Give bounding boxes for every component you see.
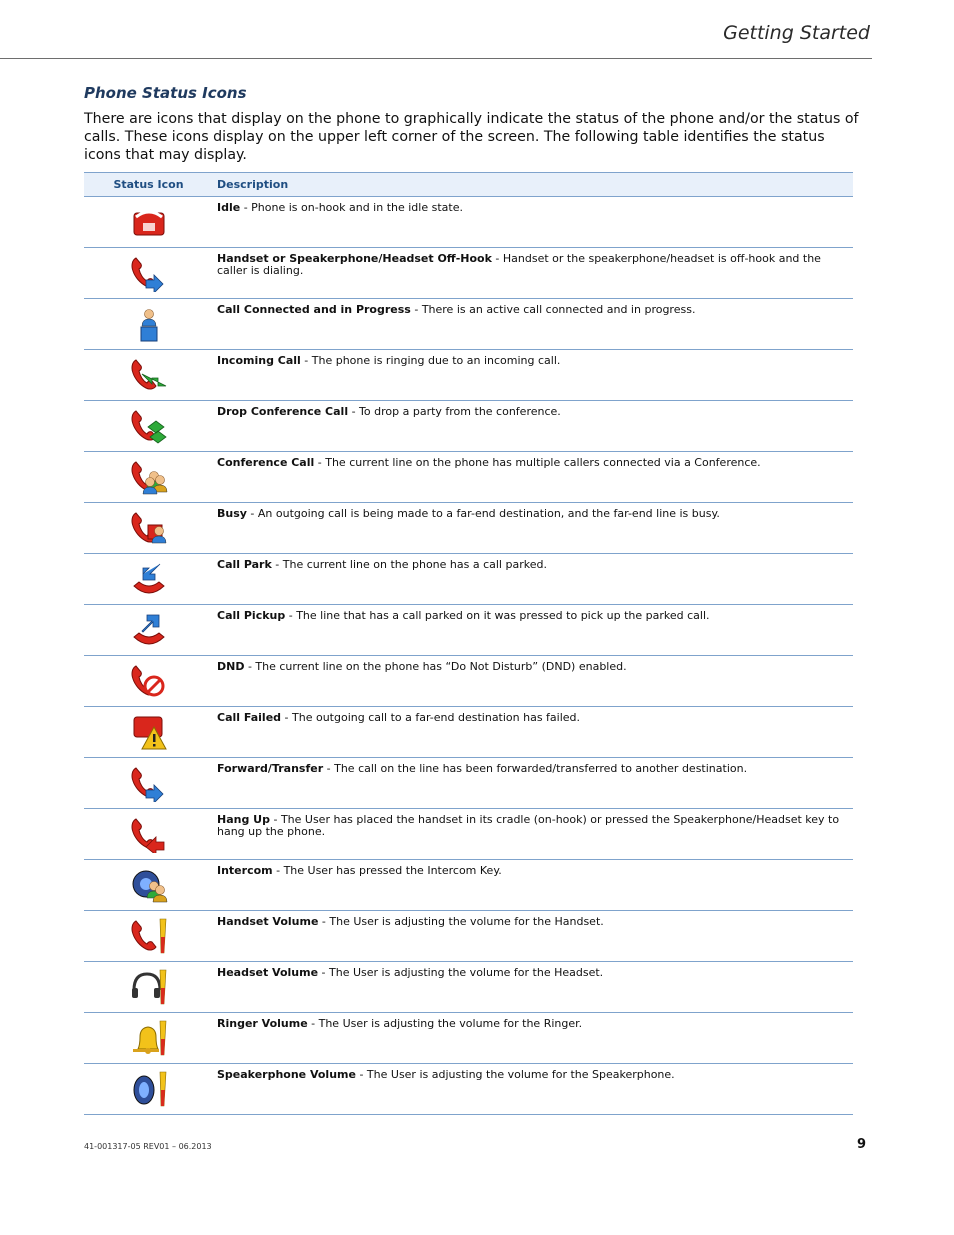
status-icon-cell (84, 452, 213, 503)
status-description-text: - The User is adjusting the volume for the Ringer. (307, 1017, 583, 1030)
status-description-text: - Handset or the speakerphone/headset is off-hook and the caller is dialing. (217, 252, 821, 277)
speakerphone-volume-icon (130, 1070, 168, 1108)
intro-paragraph: There are icons that display on the phone to graphically indicate the status of the phone and/or the status of calls. These icons display on the upper left corner of the screen. The following table identifies the status icons that may display. (84, 111, 859, 163)
table-row (84, 911, 853, 962)
call-park-icon (130, 560, 168, 598)
status-term: Incoming Call (217, 354, 301, 367)
description-cell (213, 1013, 853, 1064)
description-cell (213, 350, 853, 401)
ringer-volume-icon (130, 1019, 168, 1057)
table-row (84, 503, 853, 554)
table-row (84, 554, 853, 605)
table-row (84, 197, 853, 248)
status-term: Drop Conference Call (217, 405, 349, 418)
status-term: Ringer Volume (217, 1017, 308, 1030)
status-icons-table (84, 172, 853, 1115)
table-row (84, 707, 853, 758)
page-number: 9 (856, 1137, 866, 1152)
status-icon-cell (84, 503, 213, 554)
status-icon-cell (84, 707, 213, 758)
table-row (84, 248, 853, 299)
description-cell (213, 503, 853, 554)
page-header-title: Getting Started (723, 22, 870, 44)
description-cell (213, 248, 853, 299)
section-title: Phone Status Icons (84, 84, 247, 102)
status-term: DND (217, 660, 245, 673)
status-icon-cell (84, 401, 213, 452)
status-term: Call Pickup (217, 609, 286, 622)
status-term: Call Failed (217, 711, 282, 724)
description-cell (213, 656, 853, 707)
table-row (84, 809, 853, 860)
status-description-text: - The current line on the phone has “Do Not Disturb” (DND) enabled. (244, 660, 627, 673)
status-icon-cell (84, 248, 213, 299)
status-description-text: - The outgoing call to a far-end destination has failed. (281, 711, 581, 724)
status-term: Speakerphone Volume (217, 1068, 356, 1081)
description-cell (213, 809, 853, 860)
header-divider (0, 58, 872, 59)
status-icon-cell (84, 1064, 213, 1115)
status-icon-cell (84, 1013, 213, 1064)
call-failed-icon (130, 713, 168, 751)
call-connected-icon (130, 305, 168, 343)
table-row (84, 962, 853, 1013)
description-cell (213, 554, 853, 605)
description-cell (213, 758, 853, 809)
status-description-text: - The current line on the phone has a call parked. (271, 558, 547, 571)
table-row (84, 299, 853, 350)
drop-conference-icon (130, 407, 168, 445)
status-icon-cell (84, 911, 213, 962)
description-cell (213, 1064, 853, 1115)
column-header-description: Description (213, 173, 853, 197)
table-row (84, 1064, 853, 1115)
description-cell (213, 299, 853, 350)
description-cell (213, 962, 853, 1013)
status-term: Handset Volume (217, 915, 319, 928)
status-term: Conference Call (217, 456, 315, 469)
forward-transfer-icon (130, 764, 168, 802)
status-description-text: - The User has placed the handset in its cradle (on-hook) or pressed the Speakerphone/Headset key to hang up the phone. (217, 813, 840, 838)
status-description-text: - The current line on the phone has multiple callers connected via a Conference. (314, 456, 761, 469)
column-header-status-icon: Status Icon (84, 173, 213, 197)
table-row (84, 605, 853, 656)
idle-phone-icon (130, 203, 168, 241)
description-cell (213, 911, 853, 962)
status-description-text: - The call on the line has been forwarded/transferred to another destination. (323, 762, 748, 775)
status-description-text: - The User is adjusting the volume for the Speakerphone. (355, 1068, 675, 1081)
status-icon-cell (84, 656, 213, 707)
status-icon-cell (84, 197, 213, 248)
status-description-text: - The User is adjusting the volume for the Handset. (318, 915, 604, 928)
table-header-row (84, 173, 853, 197)
status-icon-cell (84, 299, 213, 350)
handset-volume-icon (130, 917, 168, 955)
status-icon-cell (84, 605, 213, 656)
status-term: Handset or Speakerphone/Headset Off-Hook (217, 252, 492, 265)
description-cell (213, 605, 853, 656)
status-description-text: - The line that has a call parked on it was pressed to pick up the parked call. (285, 609, 710, 622)
headset-volume-icon (130, 968, 168, 1006)
status-term: Headset Volume (217, 966, 319, 979)
description-cell (213, 452, 853, 503)
status-icon-cell (84, 350, 213, 401)
status-term: Forward/Transfer (217, 762, 324, 775)
status-term: Idle (217, 201, 241, 214)
description-cell (213, 860, 853, 911)
status-icon-cell (84, 962, 213, 1013)
table-row (84, 656, 853, 707)
description-cell (213, 401, 853, 452)
status-icon-cell (84, 758, 213, 809)
table-row (84, 452, 853, 503)
status-term: Intercom (217, 864, 273, 877)
conference-call-icon (130, 458, 168, 496)
off-hook-icon (130, 254, 168, 292)
dnd-icon (130, 662, 168, 700)
table-row (84, 401, 853, 452)
table-row (84, 1013, 853, 1064)
incoming-call-icon (130, 356, 168, 394)
status-term: Busy (217, 507, 247, 520)
status-term: Call Connected and in Progress (217, 303, 411, 316)
status-term: Hang Up (217, 813, 270, 826)
table-row (84, 350, 853, 401)
table-row (84, 860, 853, 911)
status-description-text: - The phone is ringing due to an incoming call. (300, 354, 561, 367)
status-description-text: - Phone is on-hook and in the idle state. (240, 201, 463, 214)
table-row (84, 758, 853, 809)
status-description-text: - An outgoing call is being made to a far-end destination, and the far-end line is busy. (246, 507, 720, 520)
document-code: 41-001317-05 REV01 – 06.2013 (84, 1142, 212, 1151)
busy-icon (130, 509, 168, 547)
status-description-text: - The User has pressed the Intercom Key. (272, 864, 502, 877)
call-pickup-icon (130, 611, 168, 649)
status-description-text: - To drop a party from the conference. (348, 405, 561, 418)
status-icon-cell (84, 860, 213, 911)
status-description-text: - The User is adjusting the volume for the Headset. (318, 966, 604, 979)
description-cell (213, 707, 853, 758)
status-icon-cell (84, 809, 213, 860)
description-cell (213, 197, 853, 248)
intercom-icon (130, 866, 168, 904)
status-term: Call Park (217, 558, 272, 571)
status-icon-cell (84, 554, 213, 605)
status-description-text: - There is an active call connected and in progress. (410, 303, 696, 316)
hang-up-icon (130, 815, 168, 853)
